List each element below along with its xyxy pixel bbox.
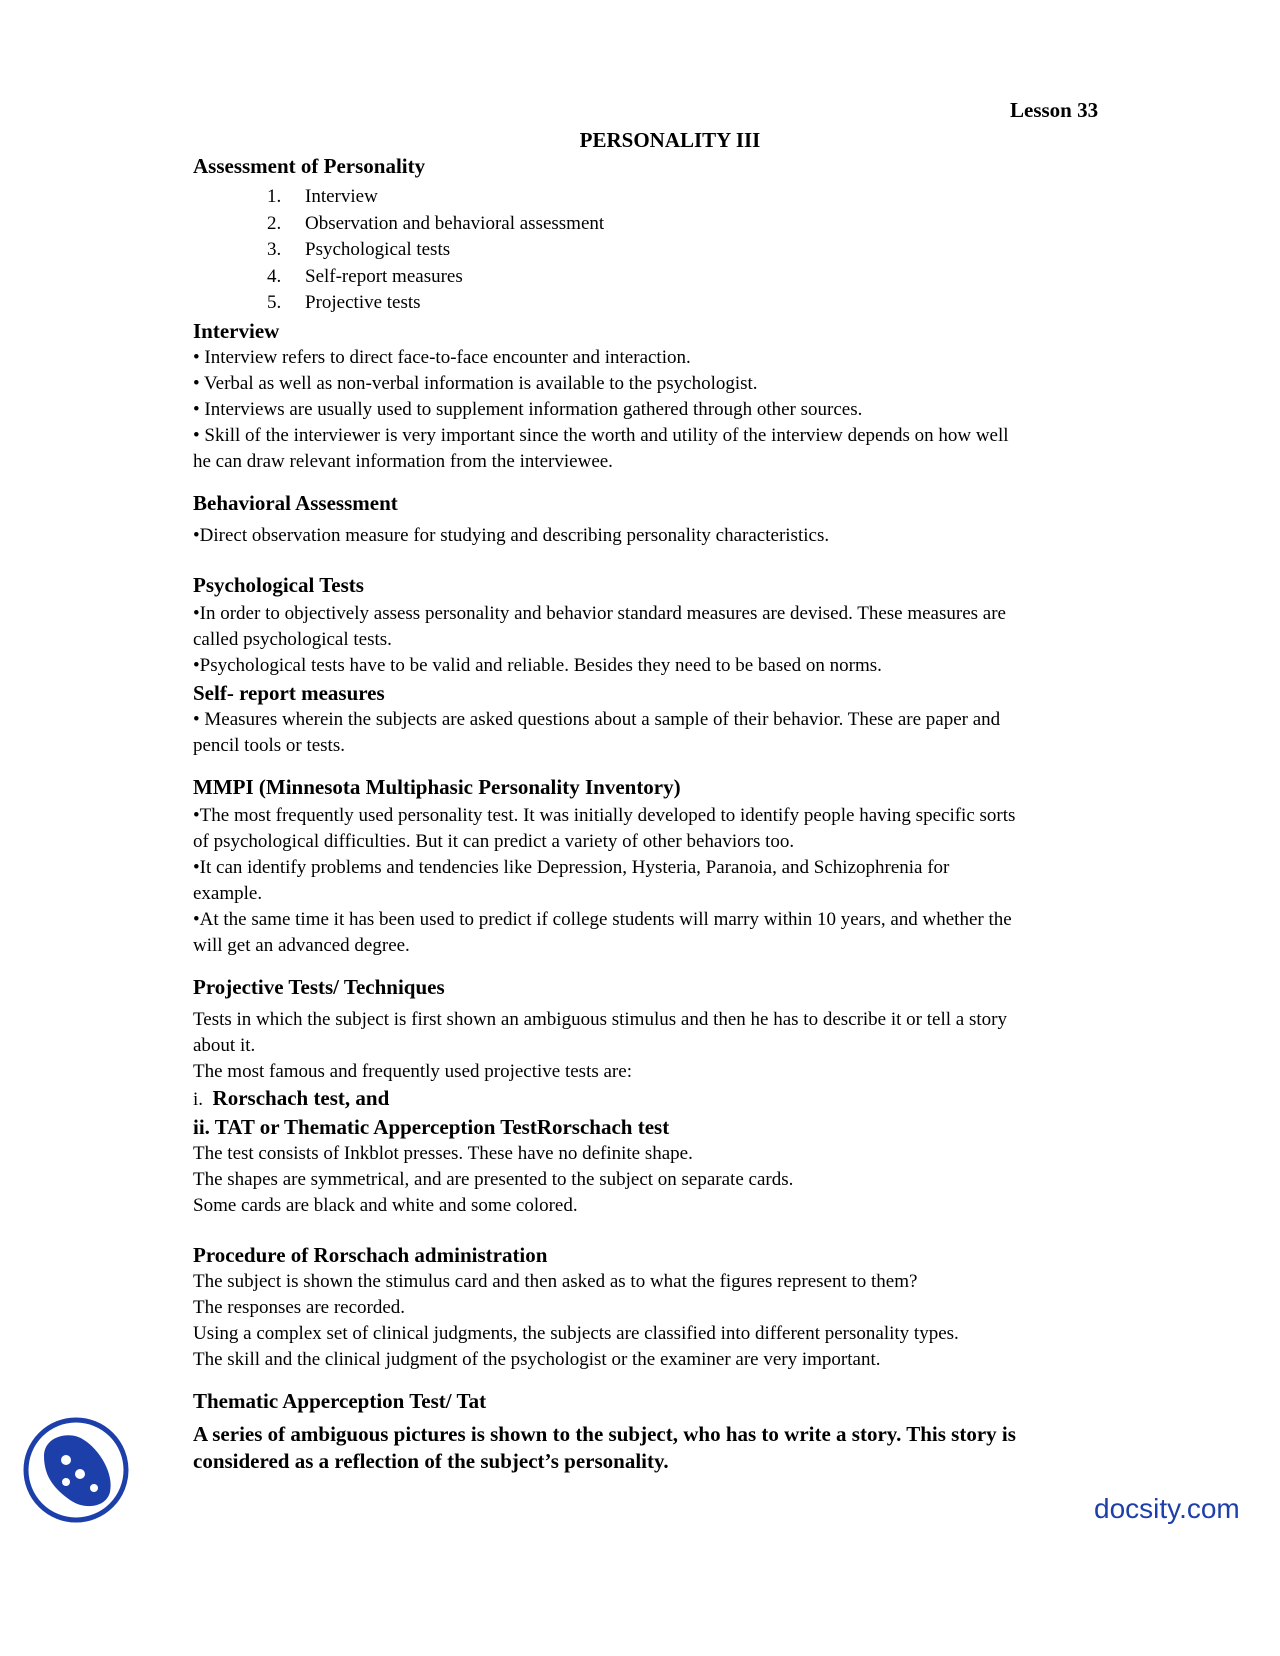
procedure-line: Using a complex set of clinical judgments, the subjects are classified into different personality types. — [193, 1322, 959, 1344]
list-item: 1. Interview — [267, 186, 378, 207]
mmpi-line: will get an advanced degree. — [193, 934, 410, 956]
projective-item-2: ii. TAT or Thematic Apperception TestRorschach test — [193, 1114, 670, 1139]
interview-line: • Verbal as well as non-verbal information is available to the psychologist. — [193, 372, 758, 394]
rorschach-line: Some cards are black and white and some colored. — [193, 1194, 578, 1216]
rorschach-line: The test consists of Inkblot presses. These have no definite shape. — [193, 1142, 693, 1164]
heading-self-report: Self- report measures — [193, 680, 385, 705]
heading-procedure: Procedure of Rorschach administration — [193, 1242, 548, 1267]
rorschach-line: The shapes are symmetrical, and are presented to the subject on separate cards. — [193, 1168, 794, 1190]
interview-line: • Skill of the interviewer is very important since the worth and utility of the interview depends on how well — [193, 424, 1009, 446]
heading-assessment: Assessment of Personality — [193, 154, 426, 178]
docsity-logo-icon — [22, 1416, 130, 1524]
document-body — [193, 152, 1153, 1475]
heading-psych-tests: Psychological Tests — [193, 572, 364, 597]
list-item: 4. Self-report measures — [267, 265, 463, 287]
interview-line: • Interview refers to direct face-to-face encounter and interaction. — [193, 346, 691, 368]
procedure-line: The skill and the clinical judgment of the psychologist or the examiner are very important. — [193, 1348, 881, 1370]
list-item: 3. Psychological tests — [267, 239, 451, 260]
interview-line: he can draw relevant information from the interviewee. — [193, 450, 613, 472]
self-report-line: pencil tools or tests. — [193, 734, 345, 756]
projective-item-1: i. Rorschach test, and — [193, 1085, 390, 1110]
mmpi-line: •It can identify problems and tendencies like Depression, Hysteria, Paranoia, and Schizophrenia for — [193, 856, 950, 878]
mmpi-line: example. — [193, 882, 263, 904]
lesson-number: Lesson 33 — [1010, 98, 1099, 122]
list-item: 2. Observation and behavioral assessment — [267, 212, 605, 234]
psych-tests-line: •In order to objectively assess personality and behavior standard measures are devised. These measures are — [193, 602, 1006, 624]
interview-line: • Interviews are usually used to supplement information gathered through other sources. — [193, 398, 863, 420]
projective-line: Tests in which the subject is first shown an ambiguous stimulus and then he has to describe it or tell a story — [193, 1008, 1007, 1030]
page-title: PERSONALITY III — [579, 128, 761, 152]
psych-tests-line: called psychological tests. — [193, 628, 392, 650]
procedure-line: The responses are recorded. — [193, 1296, 406, 1318]
mmpi-line: •At the same time it has been used to predict if college students will marry within 10 years, and whether the — [193, 908, 1012, 930]
procedure-line: The subject is shown the stimulus card and then asked as to what the figures represent to them? — [193, 1270, 918, 1292]
list-item: 5. Projective tests — [267, 292, 421, 313]
heading-tat: Thematic Apperception Test/ Tat — [193, 1388, 487, 1413]
mmpi-line: of psychological difficulties. But it can predict a variety of other behaviors too. — [193, 830, 795, 852]
heading-behavioral: Behavioral Assessment — [193, 490, 398, 515]
projective-line: The most famous and frequently used projective tests are: — [193, 1060, 632, 1082]
tat-line: A series of ambiguous pictures is shown to the subject, who has to write a story. This story is — [193, 1421, 1016, 1446]
heading-projective: Projective Tests/ Techniques — [193, 974, 445, 999]
projective-line: about it. — [193, 1034, 256, 1056]
assessment-list — [193, 184, 1153, 317]
heading-interview: Interview — [193, 318, 280, 343]
psych-tests-line: •Psychological tests have to be valid and reliable. Besides they need to be based on norms. — [193, 654, 882, 676]
heading-mmpi: MMPI (Minnesota Multiphasic Personality Inventory) — [193, 774, 681, 799]
behavioral-line: •Direct observation measure for studying and describing personality characteristics. — [193, 524, 830, 546]
mmpi-line: •The most frequently used personality test. It was initially developed to identify people having specific sorts — [193, 804, 1016, 826]
docsity-brand-text[interactable]: docsity.com — [1094, 1493, 1240, 1524]
self-report-line: • Measures wherein the subjects are asked questions about a sample of their behavior. These are paper and — [193, 708, 1001, 730]
tat-line: considered as a reflection of the subject’s personality. — [193, 1448, 669, 1473]
